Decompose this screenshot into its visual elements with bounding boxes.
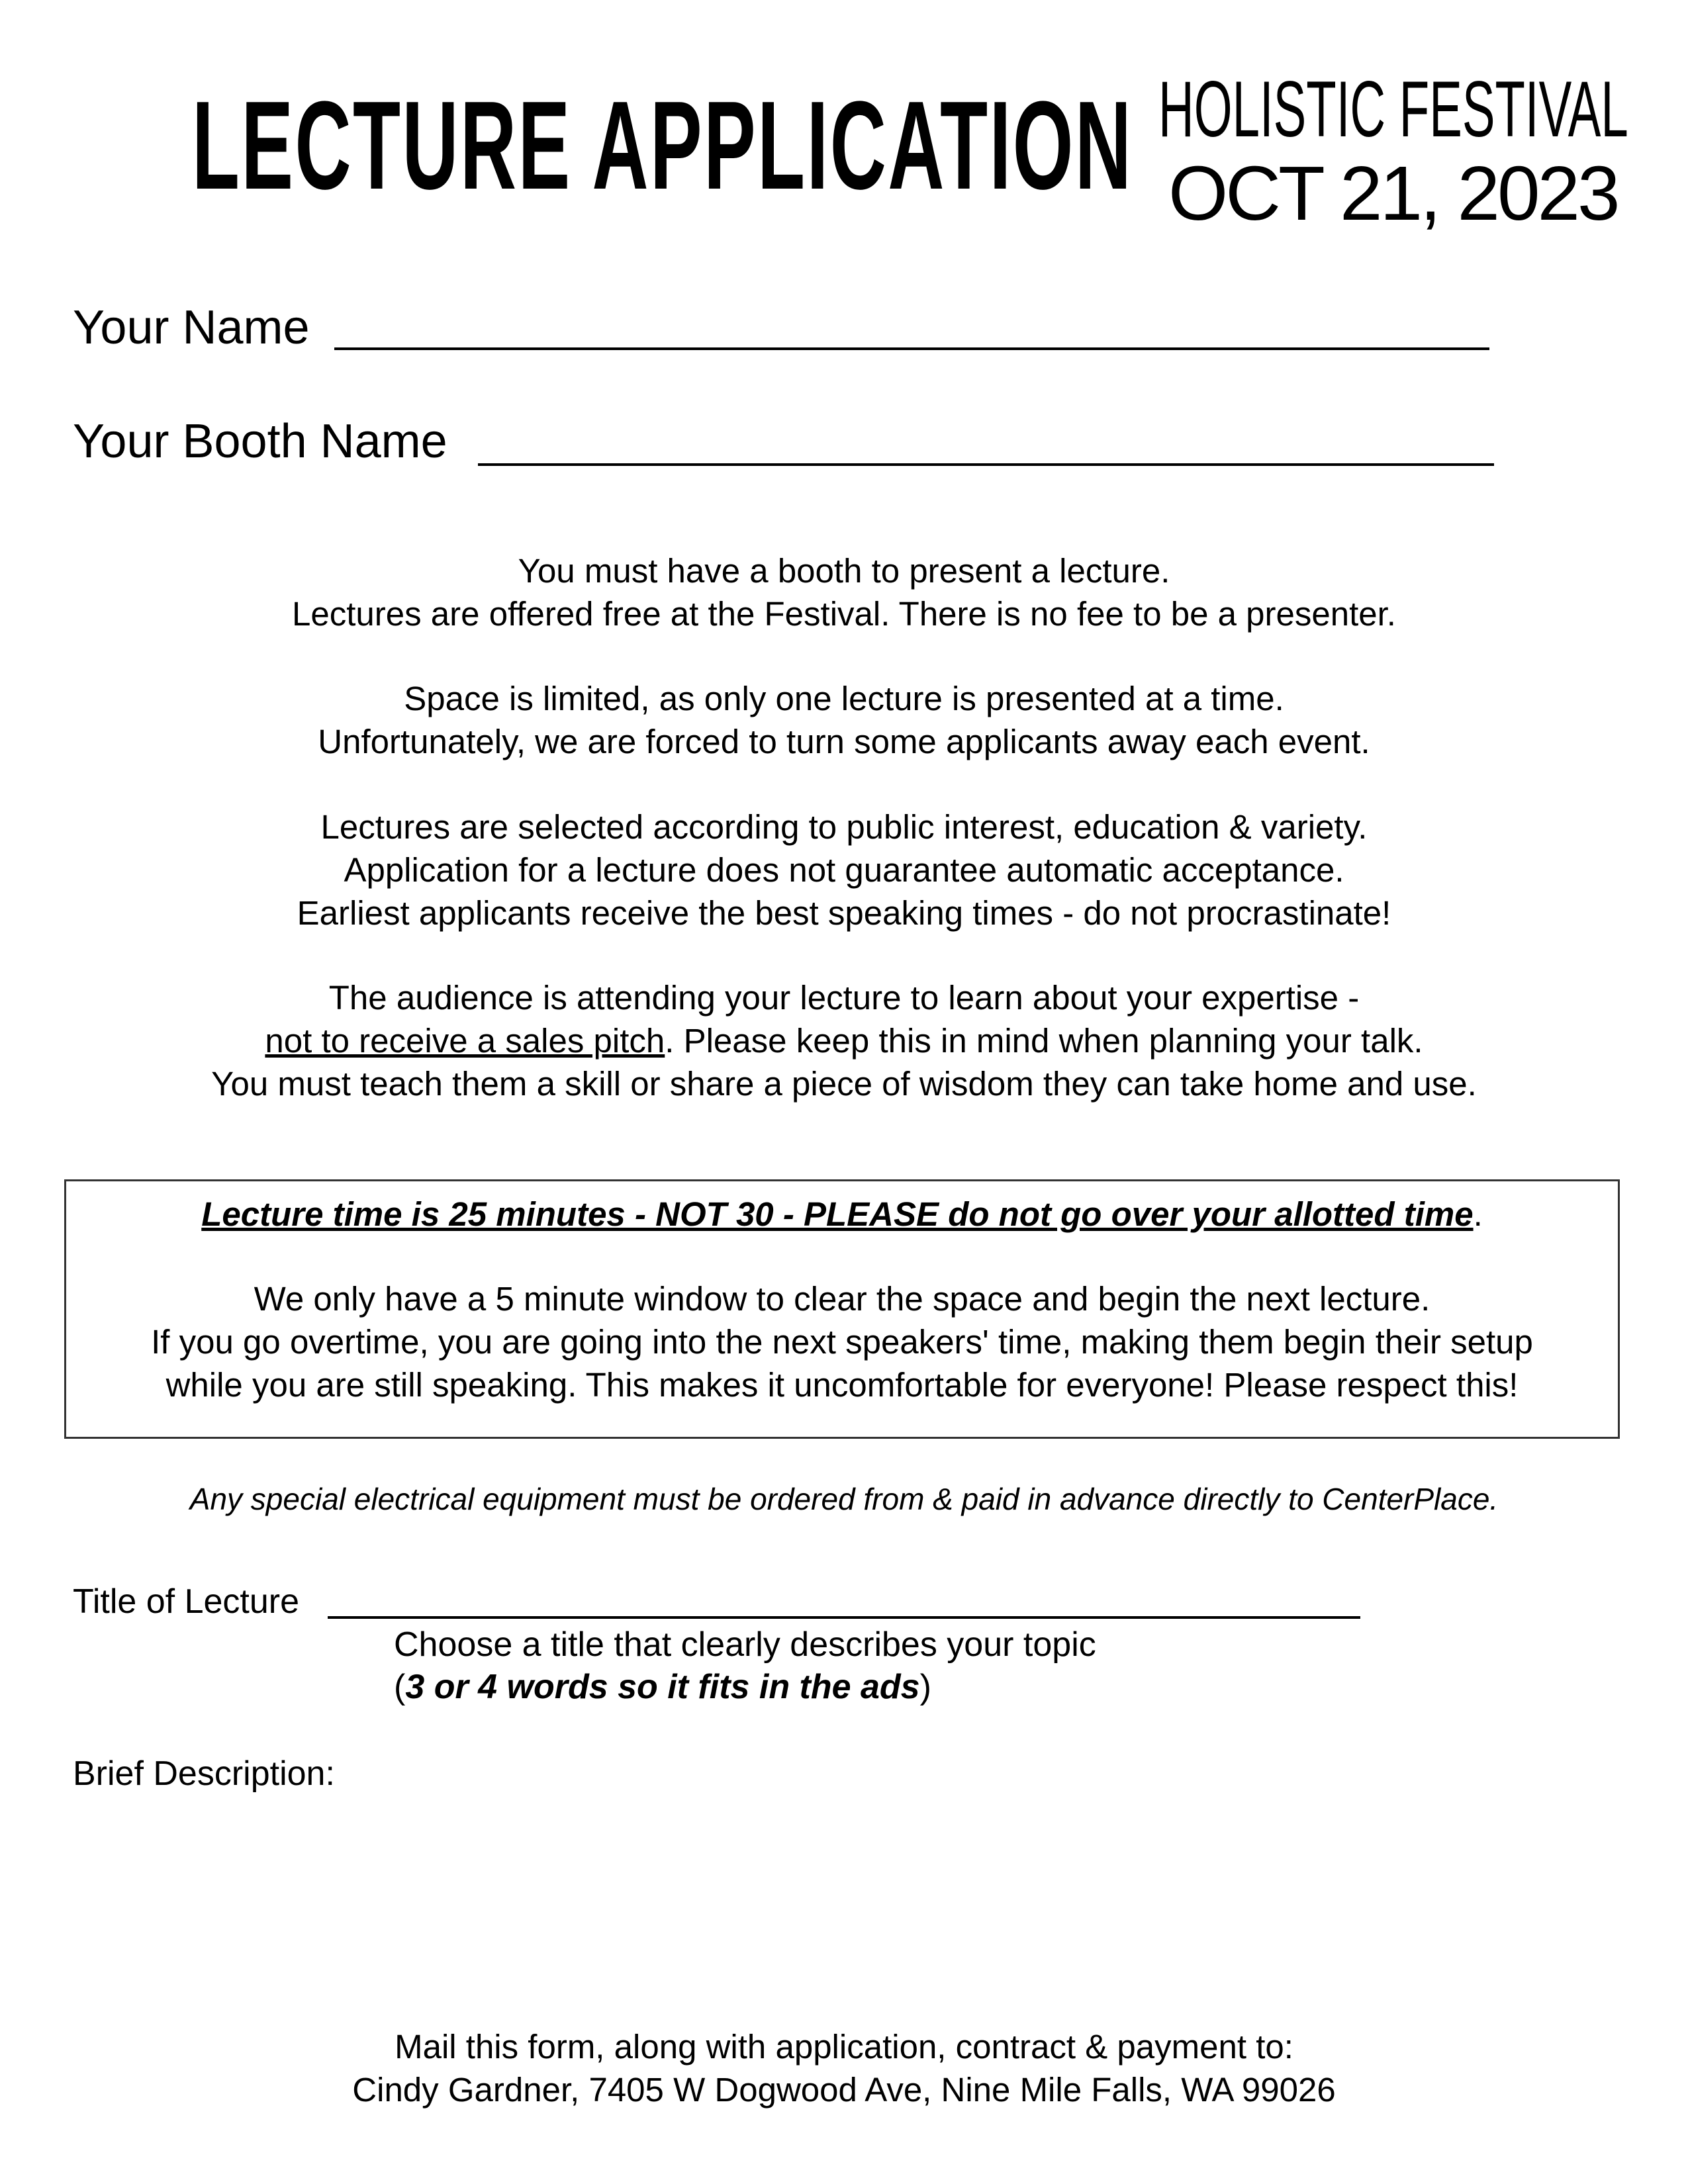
paren-close: ) <box>919 1668 931 1706</box>
info-line: Application for a lecture does not guarantee automatic acceptance. <box>344 851 1344 889</box>
notice-heading-text: Lecture time is 25 minutes - NOT 30 - PLEASE do not go over your allotted time <box>201 1195 1474 1233</box>
mail-line: Mail this form, along with application, contract & payment to: <box>395 2028 1293 2066</box>
sales-pitch-emphasis: not to receive a sales pitch <box>265 1022 665 1060</box>
lecture-title-word-limit <box>394 1666 931 1708</box>
lecture-title-label: Title of Lecture <box>73 1582 300 1621</box>
info-line: The audience is attending your lecture to learn about your expertise - <box>328 979 1360 1017</box>
info-line-rest: . Please keep this in mind when planning your talk. <box>665 1022 1423 1060</box>
description-label: Brief Description: <box>73 1754 335 1793</box>
event-name: HOLISTIC FESTIVAL <box>1158 65 1628 154</box>
description-area[interactable] <box>73 1800 1615 1999</box>
notice-heading-end: . <box>1473 1195 1483 1233</box>
info-line: Lectures are offered free at the Festival. There is no fee to be a presenter. <box>292 595 1396 633</box>
paren-open: ( <box>394 1668 406 1706</box>
lecture-title-hint: Choose a title that clearly describes your topic <box>394 1625 1096 1664</box>
info-line: Space is limited, as only one lecture is presented at a time. <box>404 680 1284 717</box>
name-field[interactable] <box>334 347 1489 350</box>
lecture-title-field[interactable] <box>328 1616 1360 1619</box>
notice-line: We only have a 5 minute window to clear the space and begin the next lecture. <box>254 1280 1430 1318</box>
notice-body <box>66 1277 1618 1406</box>
page-title: LECTURE APPLICATION <box>192 75 1133 216</box>
info-line: Unfortunately, we are forced to turn some applicants away each event. <box>318 723 1370 760</box>
lecture-time-notice-box <box>64 1179 1620 1439</box>
word-limit-emphasis: 3 or 4 words so it fits in the ads <box>405 1668 920 1706</box>
name-label: Your Name <box>73 301 310 354</box>
info-line <box>0 1019 1688 1062</box>
info-line: You must teach them a skill or share a piece of wisdom they can take home and use. <box>211 1065 1477 1103</box>
booth-requirement-paragraph <box>0 549 1688 635</box>
info-line: You must have a booth to present a lecture. <box>518 552 1170 590</box>
selection-paragraph <box>0 805 1688 934</box>
event-date: OCT 21, 2023 <box>1168 150 1618 236</box>
space-limited-paragraph <box>0 677 1688 763</box>
mail-address: Cindy Gardner, 7405 W Dogwood Ave, Nine Mile Falls, WA 99026 <box>352 2071 1336 2109</box>
info-line: Lectures are selected according to public interest, education & variety. <box>320 808 1368 846</box>
electrical-equipment-note: Any special electrical equipment must be ordered from & paid in advance directly to CenterPlace. <box>189 1482 1499 1516</box>
audience-paragraph <box>0 976 1688 1105</box>
notice-heading <box>66 1193 1618 1236</box>
notice-line: while you are still speaking. This makes it uncomfortable for everyone! Please respect this! <box>165 1366 1519 1404</box>
info-line: Earliest applicants receive the best speaking times - do not procrastinate! <box>297 894 1391 932</box>
booth-name-label: Your Booth Name <box>73 415 447 468</box>
notice-line: If you go overtime, you are going into the next speakers' time, making them begin their setup <box>151 1323 1533 1361</box>
mailing-instructions <box>0 2025 1688 2111</box>
booth-name-field[interactable] <box>478 463 1494 466</box>
